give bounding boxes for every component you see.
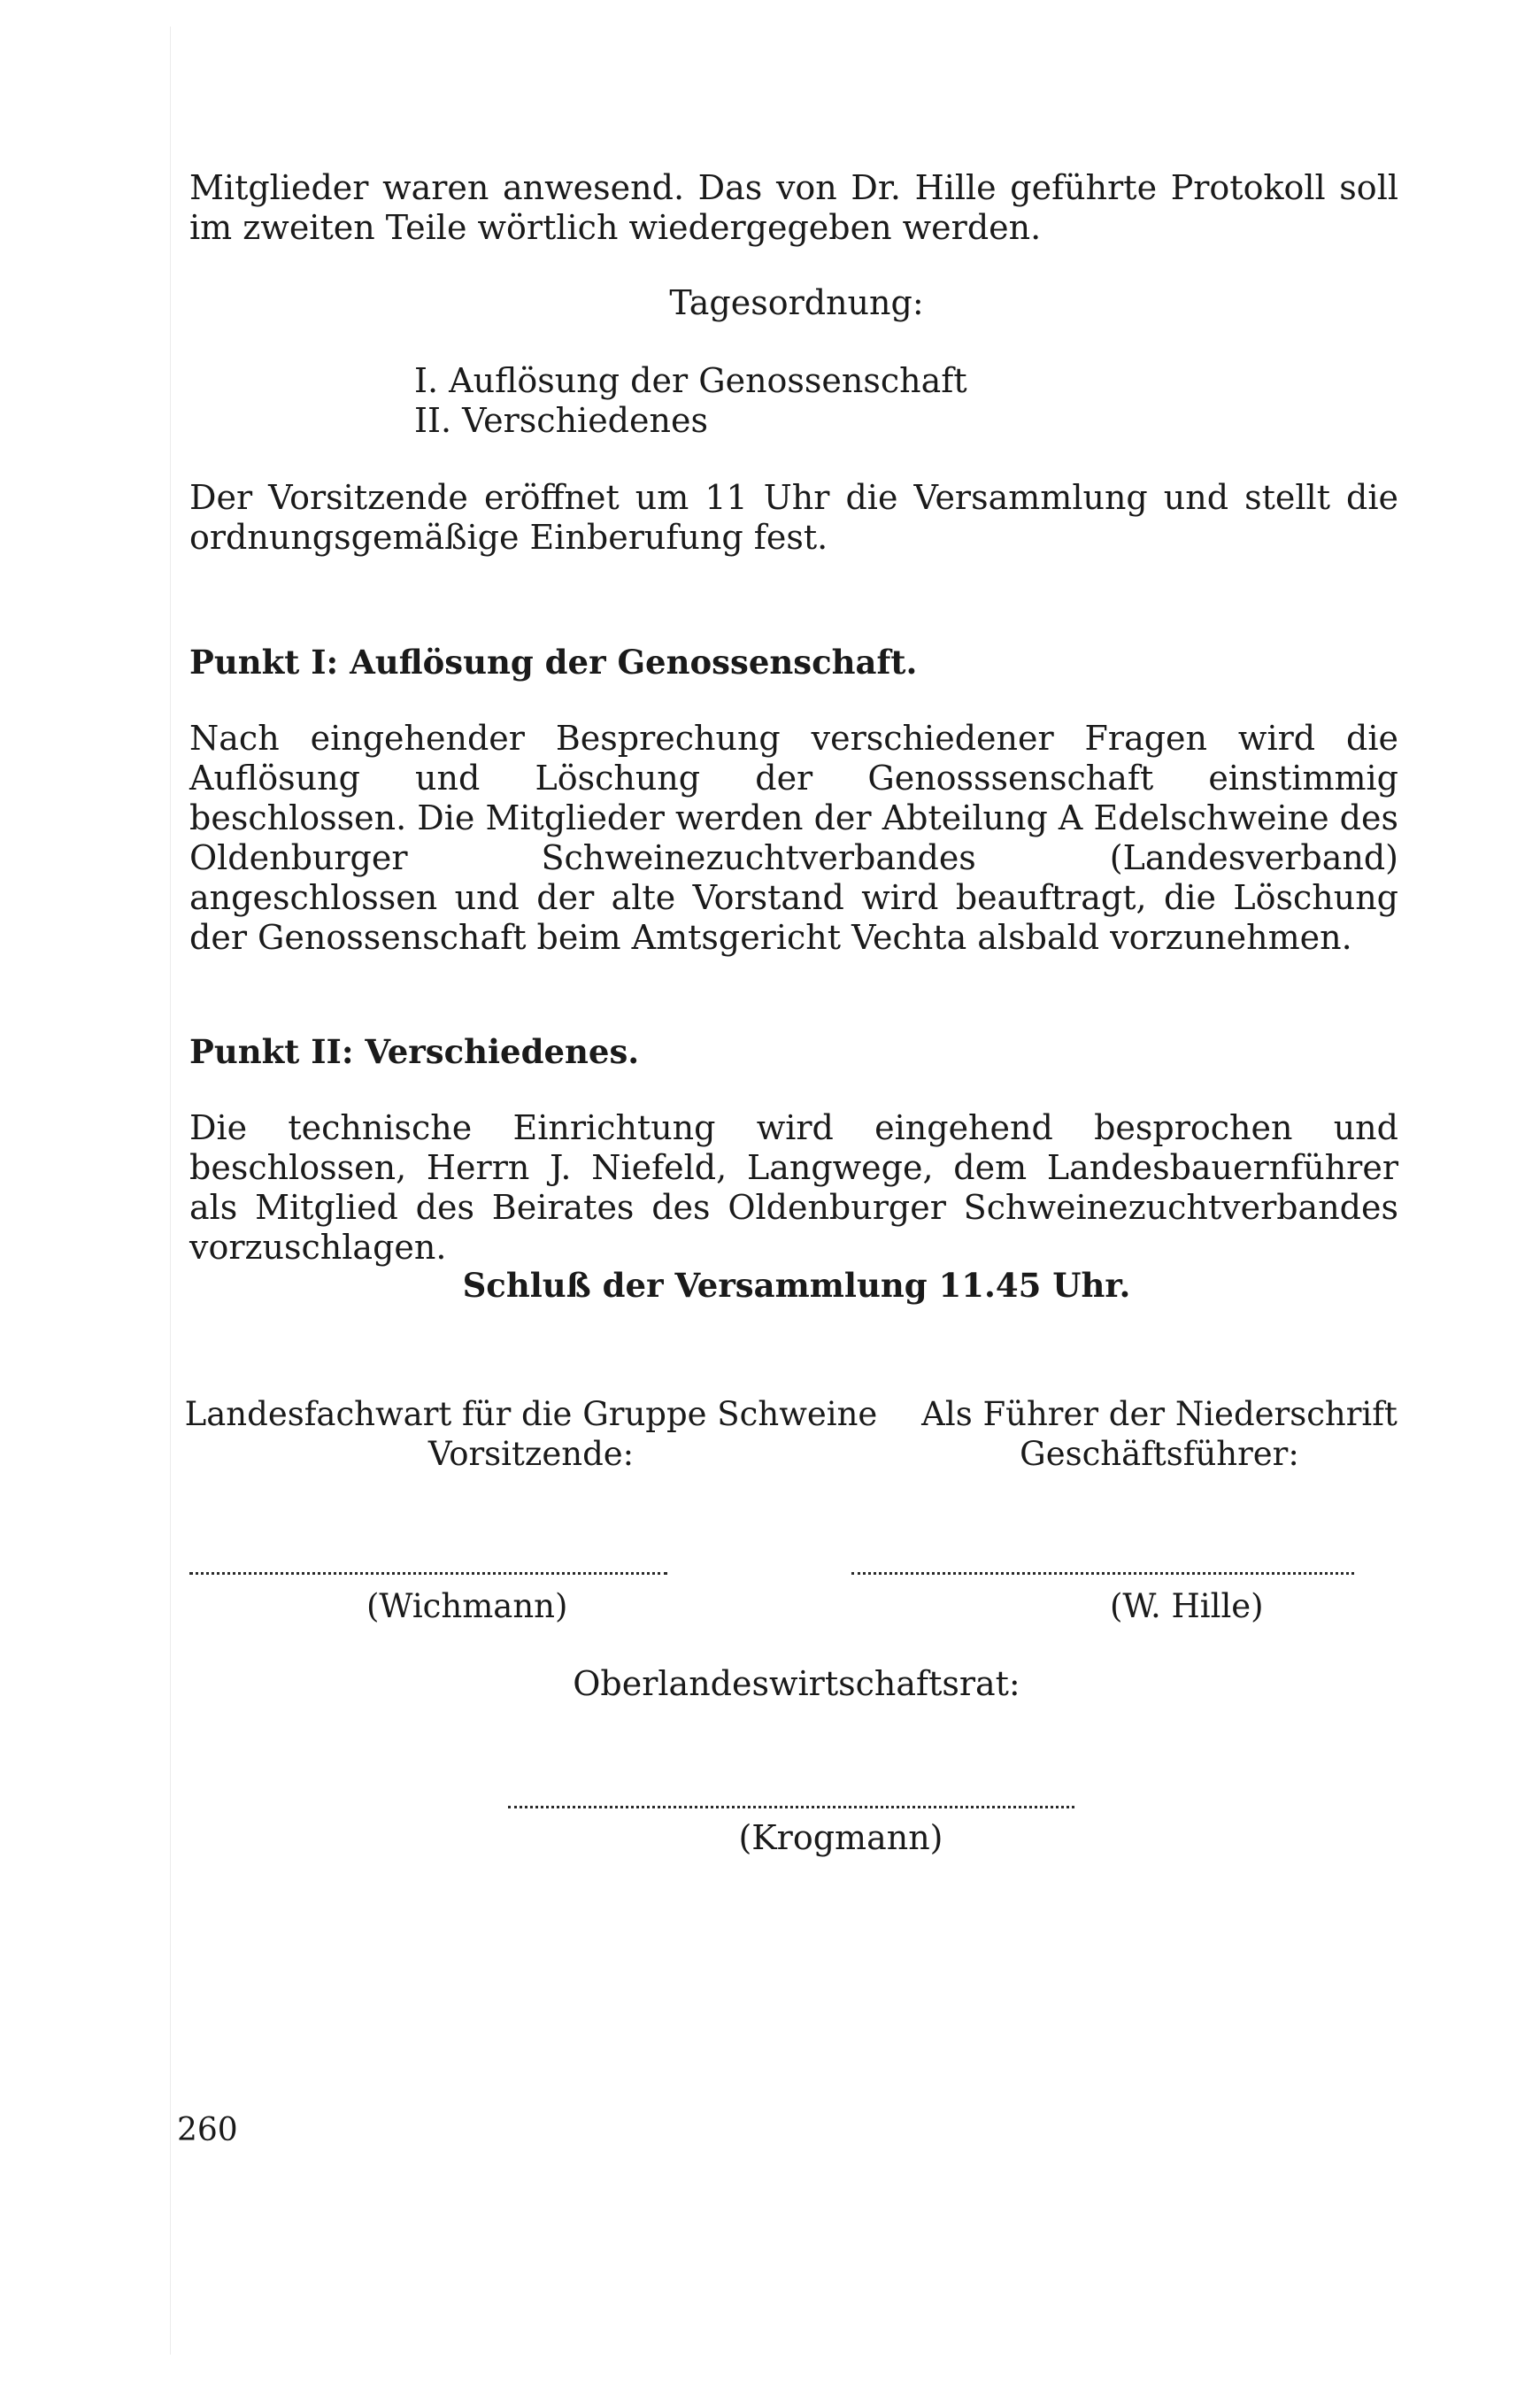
left-signature-name: (Wichmann) (366, 1587, 568, 1625)
agenda-item-2: II. Verschiedenes (414, 401, 708, 440)
agenda-title: Tagesordnung: (669, 283, 924, 322)
page-gutter-line (170, 27, 171, 2355)
right-signature-role-line1: Als Führer der Niederschrift (921, 1395, 1398, 1433)
section-1-heading: Punkt I: Auflösung der Genossenschaft. (189, 643, 918, 682)
closing-line: Schluß der Versammlung 11.45 Uhr. (462, 1266, 1131, 1305)
agenda-item-1: I. Auflösung der Genossenschaft (414, 361, 967, 400)
left-signature-role-line2: Vorsitzende: (427, 1435, 635, 1473)
right-signature-line (851, 1572, 1354, 1575)
opening-paragraph-text: Mitglieder waren anwesend. Das von Dr. Hille geführte Protokoll soll im zweiten Teile wörtlich wiedergegeben werden. (189, 168, 1398, 247)
opening-statement-text: Der Vorsitzende eröffnet um 11 Uhr die Versammlung und stellt die ordnungsgemäßige Einberufung fest. (189, 478, 1398, 557)
left-signature-line (189, 1572, 667, 1575)
section-2-body-text: Die technische Einrichtung wird eingehend besprochen und beschlossen, Herrn J. Niefeld, Langwege, dem Landesbauernführer als Mitglied des Beirates des Oldenburger Schweinezuchtverbandes vorzuschlagen. (189, 1108, 1398, 1267)
section-1-body-text: Nach eingehender Besprechung verschiedener Fragen wird die Auflösung und Löschung der Genosssenschaft einstimmig beschlossen. Die Mitglieder werden der Abteilung A Edelschweine des Oldenburger Schweinezuchtverbandes (Landesverband) angeschlossen und der alte Vorstand wird beauftragt, die Löschung der Genossenschaft beim Amtsgericht Vechta alsbald vorzunehmen. (189, 719, 1398, 957)
page-number: 260 (177, 2112, 238, 2148)
bottom-signature-line (508, 1806, 1074, 1808)
left-signature-role-line1: Landesfachwart für die Gruppe Schweine (184, 1395, 878, 1433)
section-1-body (189, 719, 1398, 958)
bottom-signature-role: Oberlandeswirtschaftsrat: (573, 1664, 1020, 1703)
opening-statement (189, 478, 1398, 558)
right-signature-name: (W. Hille) (1110, 1587, 1264, 1625)
section-2-heading: Punkt II: Verschiedenes. (189, 1032, 640, 1071)
bottom-signature-name: (Krogmann) (738, 1818, 943, 1857)
opening-paragraph (189, 168, 1398, 248)
agenda-list (414, 361, 967, 441)
section-2-body (189, 1108, 1398, 1268)
right-signature-role-line2: Geschäftsführer: (1020, 1435, 1299, 1473)
